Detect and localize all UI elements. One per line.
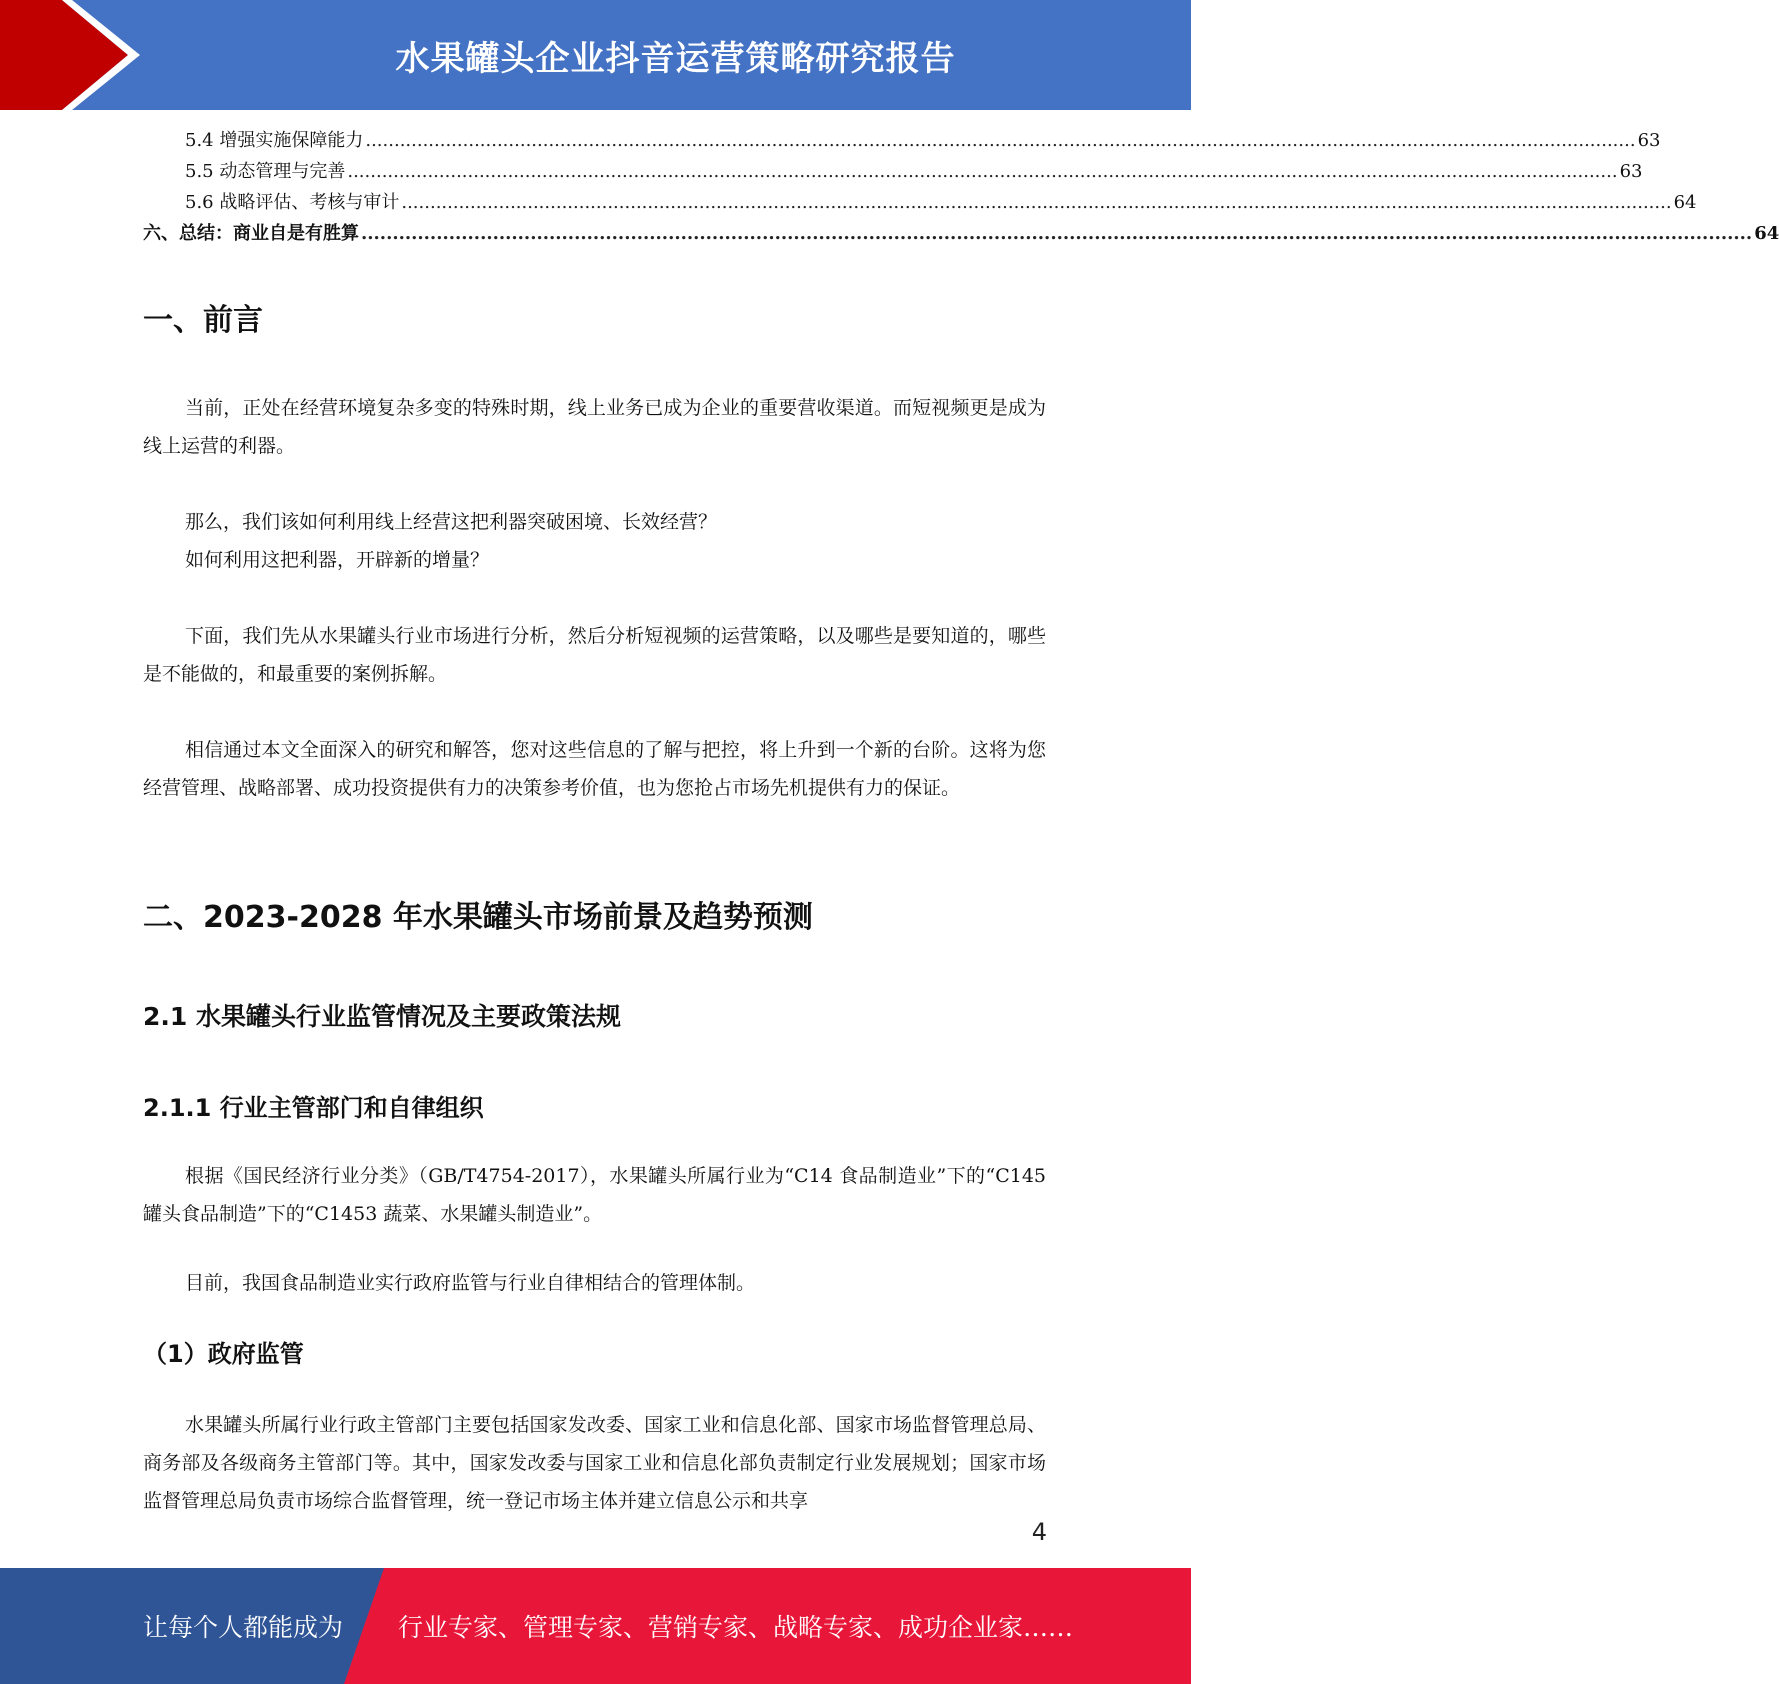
subsection-heading: 2.1 水果罐头行业监管情况及主要政策法规	[143, 1002, 621, 1031]
paragraph: 根据《国民经济行业分类》（GB/T4754-2017），水果罐头所属行业为“C14 食品制造业”下的“C145 罐头食品制造”下的“C1453 蔬菜、水果罐头制造业”。	[143, 1165, 1046, 1225]
toc-entry[interactable]	[143, 218, 1779, 249]
table-of-contents	[143, 125, 1779, 249]
paragraph: 如何利用这把利器，开辟新的增量？	[185, 549, 490, 571]
toc-entry-page: 63	[1619, 161, 1643, 182]
toc-entry-label: 六、总结：商业自是有胜算	[143, 223, 359, 244]
toc-leader: ..............................................................................................................................................................................................................................	[401, 192, 1672, 213]
subheading-government: （1）政府监管	[143, 1340, 304, 1368]
paragraph: 当前，正处在经营环境复杂多变的特殊时期，线上业务已成为企业的重要营收渠道。而短视频更是成为线上运营的利器。	[143, 397, 1046, 457]
footer-slogan-left: 让每个人都能成为	[143, 1613, 344, 1642]
paragraph: 下面，我们先从水果罐头行业市场进行分析，然后分析短视频的运营策略，以及哪些是要知道的，哪些是不能做的，和最重要的案例拆解。	[143, 625, 1046, 685]
toc-entry[interactable]	[143, 187, 1697, 218]
toc-entry-page: 64	[1673, 192, 1697, 213]
section-heading-market: 二、2023-2028 年水果罐头市场前景及趋势预测	[143, 900, 813, 935]
toc-entry-page: 64	[1754, 223, 1779, 244]
page-number: 4	[1031, 1518, 1047, 1546]
toc-entry[interactable]	[143, 125, 1661, 156]
paragraph: 目前，我国食品制造业实行政府监管与行业自律相结合的管理体制。	[185, 1272, 756, 1294]
paragraph: 水果罐头所属行业行政主管部门主要包括国家发改委、国家工业和信息化部、国家市场监督管理总局、商务部及各级商务主管部门等。其中，国家发改委与国家工业和信息化部负责制定行业发展规划；国家市场监督管理总局负责市场综合监督管理，统一登记市场主体并建立信息公示和共享	[143, 1414, 1046, 1512]
paragraph: 相信通过本文全面深入的研究和解答，您对这些信息的了解与把控，将上升到一个新的台阶。这将为您经营管理、战略部署、成功投资提供有力的决策参考价值，也为您抢占市场先机提供有力的保证。	[143, 739, 1046, 799]
toc-entry-label: 5.5 动态管理与完善	[185, 161, 346, 182]
toc-leader: ..............................................................................................................................................................................................................................	[365, 130, 1636, 151]
toc-leader: ..............................................................................................................................................................................................................................	[347, 161, 1618, 182]
toc-entry[interactable]	[143, 156, 1643, 187]
paragraph: 那么，我们该如何利用线上经营这把利器突破困境、长效经营？	[185, 511, 718, 533]
subsubsection-heading: 2.1.1 行业主管部门和自律组织	[143, 1094, 484, 1122]
footer-slogan-right: 行业专家、管理专家、营销专家、战略专家、成功企业家……	[398, 1613, 1074, 1642]
toc-leader: ..............................................................................................................................................................................................................................	[361, 223, 1753, 244]
toc-entry-label: 5.4 增强实施保障能力	[185, 130, 364, 151]
toc-entry-page: 63	[1637, 130, 1661, 151]
page-footer	[0, 1568, 1191, 1684]
report-title: 水果罐头企业抖音运营策略研究报告	[395, 38, 956, 79]
toc-entry-label: 5.6 战略评估、考核与审计	[185, 192, 400, 213]
section-heading-preface: 一、前言	[143, 303, 263, 338]
header-arrow-decoration	[0, 0, 150, 110]
page-header	[0, 0, 1191, 110]
